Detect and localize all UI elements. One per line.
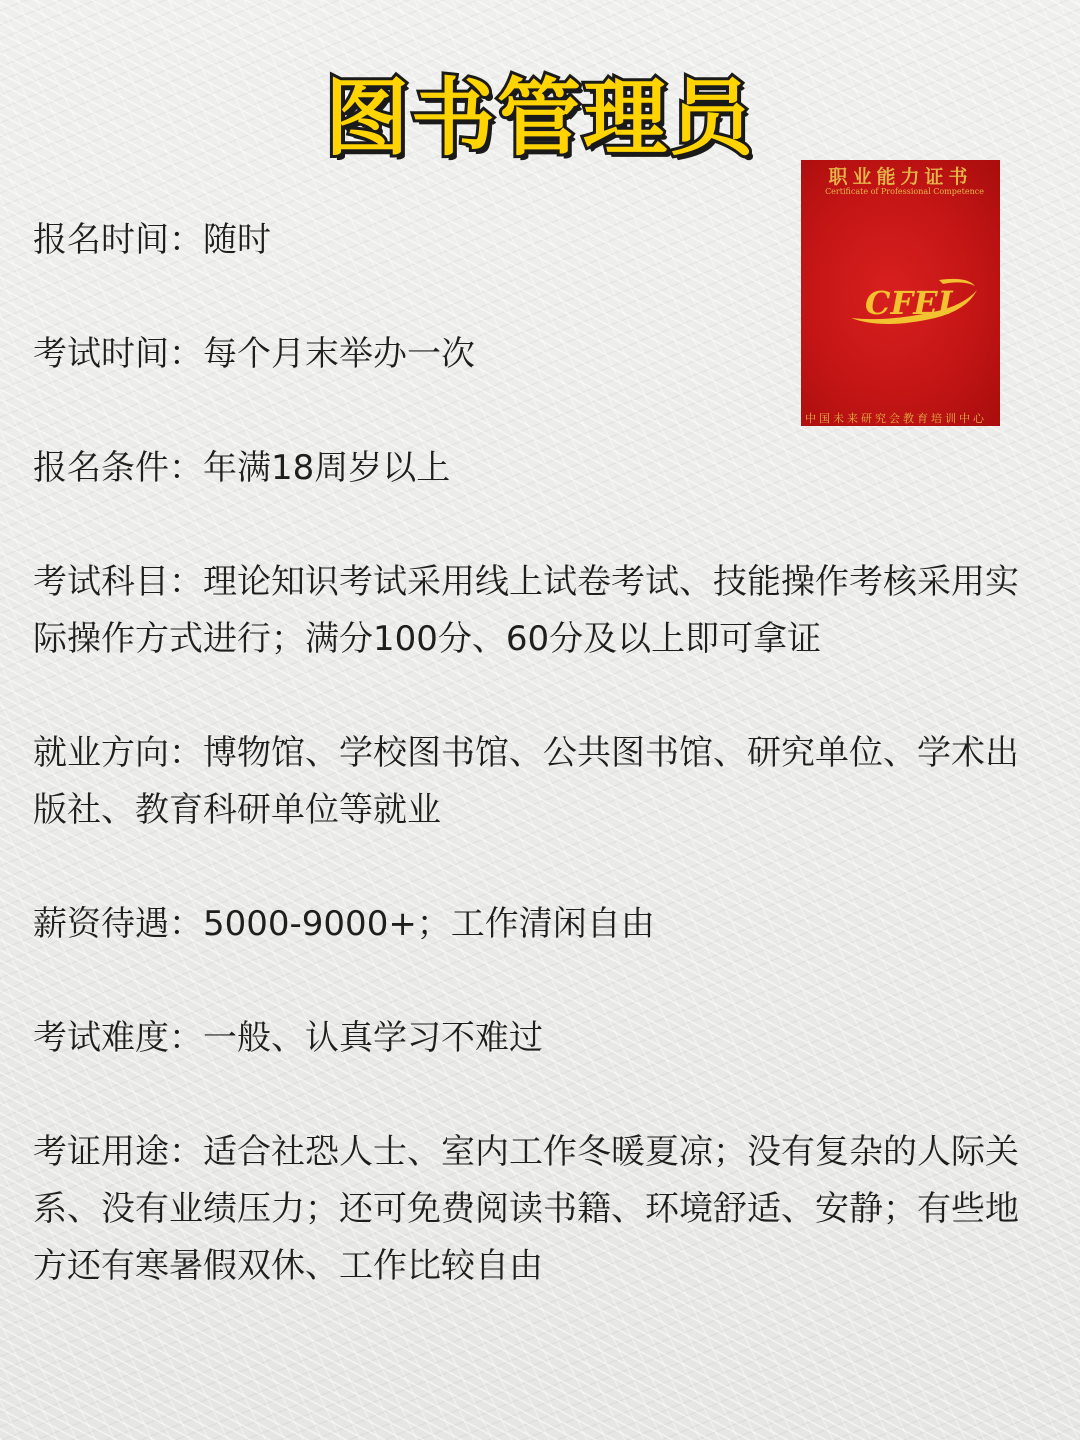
info-exam-subjects: 考试科目：理论知识考试采用线上试卷考试、技能操作考核采用实际操作方式进行；满分100分、60分及以上即可拿证: [33, 562, 1019, 659]
info-certificate-usage: 考证用途：适合社恐人士、室内工作冬暖夏凉；没有复杂的人际关系、没有业绩压力；还可免费阅读书籍、环境舒适、安静；有些地方还有寒暑假双休、工作比较自由: [33, 1132, 1019, 1286]
certificate-subtitle: Certificate of Professional Competence: [825, 187, 984, 196]
certificate-bottom-text: 中国未来研究会教育培训中心: [805, 412, 987, 425]
info-signup-requirement: 报名条件：年满18周岁以上: [33, 448, 451, 488]
info-exam-difficulty: 考试难度：一般、认真学习不难过: [33, 1018, 543, 1058]
info-salary: 薪资待遇：5000-9000+；工作清闲自由: [33, 904, 655, 944]
info-exam-time: 考试时间：每个月末举办一次: [33, 334, 475, 374]
info-signup-time: 报名时间：随时: [33, 220, 271, 260]
certificate-top-text: 职业能力证书: [828, 166, 973, 188]
page-title: 图书管理员: [324, 69, 755, 167]
info-list: [33, 212, 1023, 1352]
info-career-direction: 就业方向：博物馆、学校图书馆、公共图书馆、研究单位、学术出版社、教育科研单位等就业: [33, 733, 1019, 830]
cfei-logo-text: CFEI: [865, 284, 953, 322]
